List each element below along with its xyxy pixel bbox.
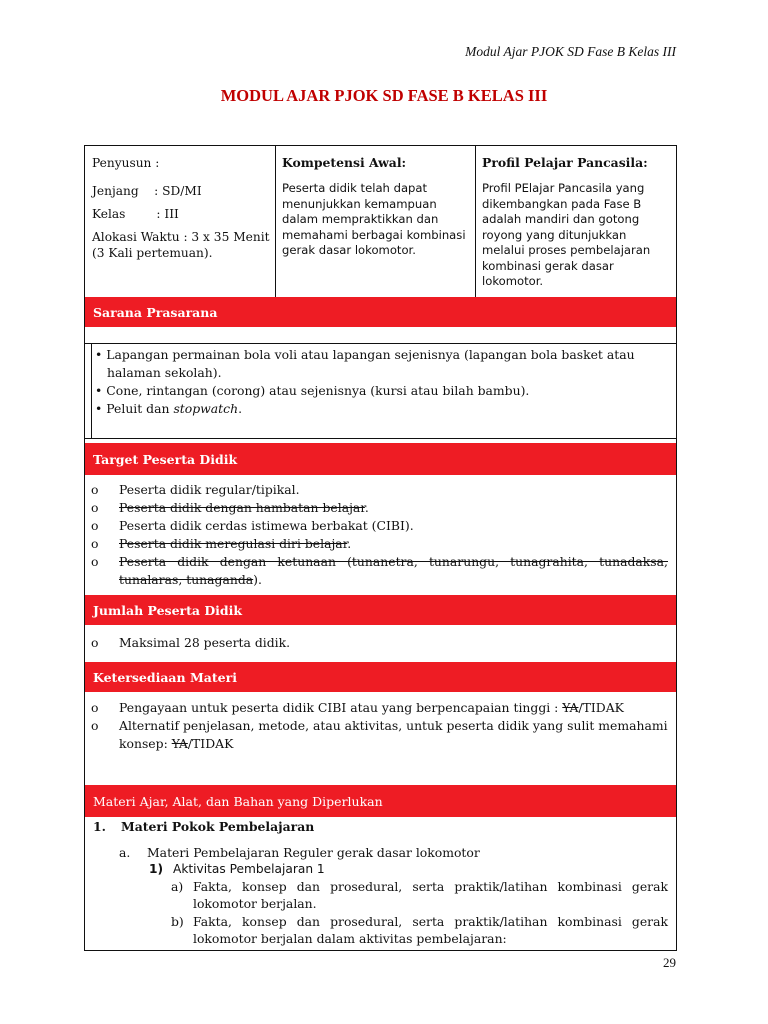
list-item: o Alternatif penjelasan, metode, atau aktivitas, untuk peserta didik yang sulit memahami konsep: YA/TIDAK bbox=[91, 718, 668, 751]
jenjang-value: Jenjang : SD/MI bbox=[92, 184, 202, 198]
profil-cell bbox=[482, 155, 672, 290]
materi-pokok-heading: 1. Materi Pokok Pembelajaran bbox=[93, 819, 315, 834]
list-item: o Peserta didik regular/tipikal. bbox=[91, 482, 300, 497]
penyusun-label: Penyusun : bbox=[92, 156, 160, 170]
running-header: Modul Ajar PJOK SD Fase B Kelas III bbox=[465, 44, 676, 59]
kompetensi-cell bbox=[282, 155, 468, 259]
column-divider bbox=[275, 146, 276, 297]
info-cell bbox=[92, 155, 270, 269]
profil-text: Profil PElajar Pancasila yang dikembangkan pada Fase B adalah mandiri dan gotong royong yang ditunjukkan melalui proses pembelajaran kombinasi gerak dasar lokomotor. bbox=[482, 181, 651, 288]
section-heading-ketersediaan: Ketersediaan Materi bbox=[85, 662, 676, 692]
sarana-list bbox=[91, 346, 676, 418]
page-number: 29 bbox=[663, 955, 676, 970]
kompetensi-title: Kompetensi Awal: bbox=[282, 155, 407, 170]
kompetensi-text: Peserta didik telah dapat menunjukkan kemampuan dalam mempraktikkan dan memahami berbagai kombinasi gerak dasar lokomotor. bbox=[282, 181, 466, 257]
target-list bbox=[91, 481, 668, 589]
list-item: o Peserta didik cerdas istimewa berbakat (CIBI). bbox=[91, 518, 414, 533]
list-item: • Peluit dan stopwatch. bbox=[95, 401, 243, 416]
section-heading-sarana: Sarana Prasarana bbox=[85, 297, 676, 327]
section-heading-materi: Materi Ajar, Alat, dan Bahan yang Diperlukan bbox=[85, 785, 676, 817]
list-item: • Lapangan permainan bola voli atau lapangan sejenisnya (lapangan bola basket atau halaman sekolah). bbox=[95, 347, 635, 380]
list-item: o Peserta didik dengan hambatan belajar. bbox=[91, 500, 369, 515]
divider bbox=[85, 343, 676, 344]
kelas-value: Kelas : III bbox=[92, 207, 179, 221]
alokasi-waktu: Alokasi Waktu : 3 x 35 Menit (3 Kali pertemuan). bbox=[92, 230, 270, 260]
list-item: o Peserta didik dengan ketunaan (tunanetra, tunarungu, tunagrahita, tunadaksa, tunalaras, tunaganda). bbox=[91, 554, 668, 587]
column-divider bbox=[475, 146, 476, 297]
divider bbox=[85, 438, 676, 439]
list-item: 1) Aktivitas Pembelajaran 1 bbox=[149, 862, 325, 876]
module-table bbox=[84, 145, 677, 951]
list-item: a. Materi Pembelajaran Reguler gerak dasar lokomotor bbox=[119, 845, 480, 860]
section-heading-jumlah: Jumlah Peserta Didik bbox=[85, 595, 676, 625]
section-heading-target: Target Peserta Didik bbox=[85, 443, 676, 475]
profil-title: Profil Pelajar Pancasila: bbox=[482, 155, 648, 170]
list-item: b) Fakta, konsep dan prosedural, serta praktik/latihan kombinasi gerak lokomotor berjalan dalam aktivitas pembelajaran: bbox=[171, 914, 668, 946]
materi-content bbox=[93, 818, 668, 947]
list-item: • Cone, rintangan (corong) atau sejenisnya (kursi atau bilah bambu). bbox=[95, 383, 530, 398]
ketersediaan-list bbox=[91, 699, 668, 753]
list-item: o Pengayaan untuk peserta didik CIBI atau yang berpencapaian tinggi : YA/TIDAK bbox=[91, 700, 624, 715]
jumlah-list bbox=[91, 634, 668, 652]
list-item: a) Fakta, konsep dan prosedural, serta praktik/latihan kombinasi gerak lokomotor berjalan. bbox=[171, 879, 668, 911]
list-item: o Peserta didik meregulasi diri belajar. bbox=[91, 536, 352, 551]
list-item: o Maksimal 28 peserta didik. bbox=[91, 635, 291, 650]
document-title: MODUL AJAR PJOK SD FASE B KELAS III bbox=[220, 86, 548, 105]
